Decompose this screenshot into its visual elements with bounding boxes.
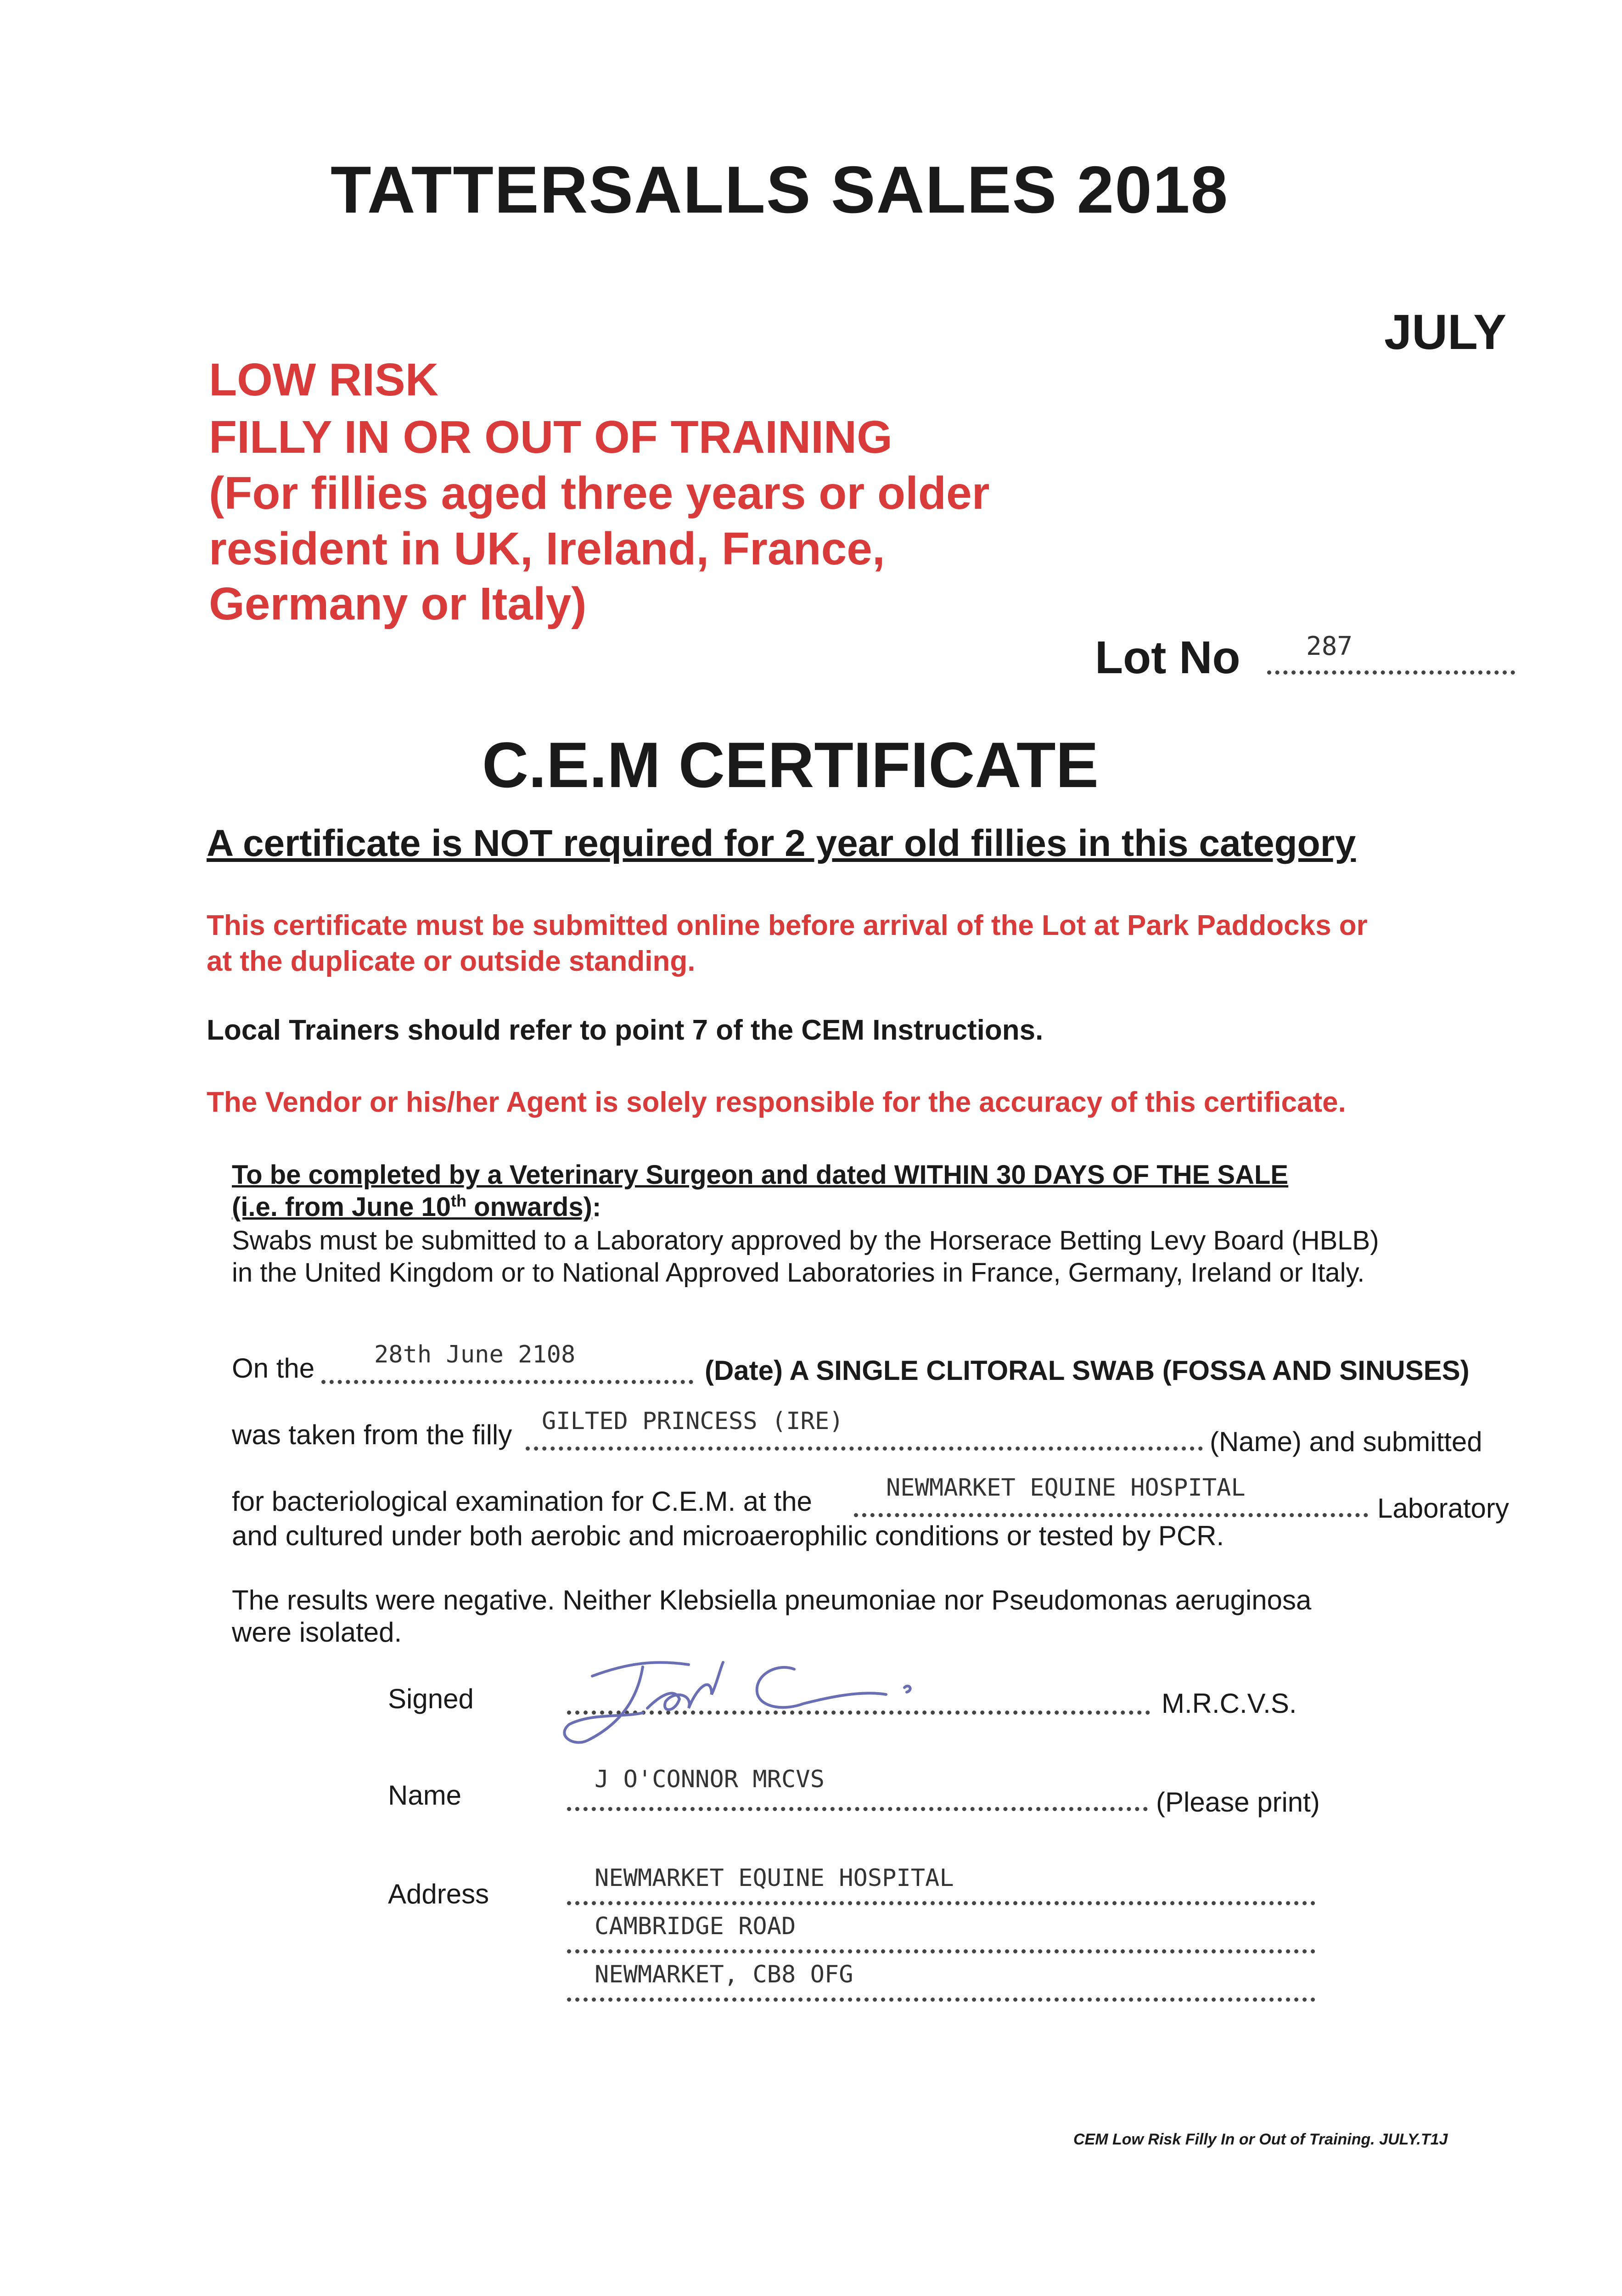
name-label: Name: [388, 1780, 462, 1811]
instructions-heading-line-1: To be completed by a Veterinary Surgeon and dated WITHIN 30 DAYS OF THE SALE: [232, 1160, 1289, 1190]
address-line-1-dots: [567, 1901, 1315, 1905]
heading-date-pre: (i.e. from June 10: [232, 1192, 451, 1222]
category-line-3: (For fillies aged three years or older: [209, 467, 990, 519]
name-suffix: (Name) and submitted: [1210, 1426, 1482, 1457]
laboratory-name: NEWMARKET EQUINE HOSPITAL: [886, 1474, 1246, 1502]
address-line-2: CAMBRIDGE ROAD: [595, 1913, 796, 1940]
swab-date: 28th June 2108: [374, 1341, 576, 1368]
category-line-4: resident in UK, Ireland, France,: [209, 523, 885, 574]
swabs-line-2: in the United Kingdom or to National Approved Laboratories in France, Germany, Ireland or Italy.: [232, 1258, 1365, 1288]
signature-scribble: [537, 1644, 950, 1754]
address-line-3-dots: [567, 1998, 1315, 2002]
category-line-1: LOW RISK: [209, 354, 438, 405]
not-required-notice: A certificate is NOT required for 2 year old fillies in this category: [207, 822, 1356, 864]
heading-date-text: [232, 1192, 592, 1222]
certificate-title: C.E.M CERTIFICATE: [482, 729, 1099, 801]
filly-name-dots: [526, 1446, 1203, 1451]
vet-name-dots: [567, 1807, 1148, 1811]
results-line-1: The results were negative. Neither Klebsiella pneumoniae nor Pseudomonas aeruginosa: [232, 1585, 1312, 1615]
filly-name: GILTED PRINCESS (IRE): [542, 1407, 844, 1435]
document-title: TATTERSALLS SALES 2018: [331, 152, 1229, 227]
sale-month: JULY: [1384, 304, 1507, 360]
footer-reference: CEM Low Risk Filly In or Out of Training. JULY.T1J: [1073, 2131, 1448, 2148]
date-dots: [321, 1380, 693, 1384]
results-line-2: were isolated.: [232, 1617, 402, 1648]
swabs-line-1: Swabs must be submitted to a Laboratory approved by the Horserace Betting Levy Board (HBLB): [232, 1226, 1379, 1255]
taken-from-label: was taken from the filly: [232, 1419, 512, 1450]
lot-number: 287: [1306, 631, 1353, 661]
laboratory-suffix: Laboratory: [1377, 1493, 1509, 1524]
cultured-line: and cultured under both aerobic and microaerophilic conditions or tested by PCR.: [232, 1520, 1224, 1551]
laboratory-dots: [854, 1513, 1368, 1517]
heading-colon: :: [592, 1192, 601, 1222]
signature-stroke-2: [757, 1667, 910, 1707]
lot-dots: [1267, 670, 1515, 675]
vet-name: J O'CONNOR MRCVS: [595, 1766, 825, 1793]
vendor-responsibility-notice: The Vendor or his/her Agent is solely responsible for the accuracy of this certificate.: [207, 1086, 1346, 1118]
date-suffix: (Date) A SINGLE CLITORAL SWAB (FOSSA AND SINUSES): [705, 1355, 1470, 1386]
heading-date-post: onwards): [466, 1192, 592, 1222]
category-line-5: Germany or Italy): [209, 578, 587, 630]
submit-notice-line-2: at the duplicate or outside standing.: [207, 945, 696, 977]
local-trainers-notice: Local Trainers should refer to point 7 of the CEM Instructions.: [207, 1014, 1044, 1046]
category-line-2: FILLY IN OR OUT OF TRAINING: [209, 411, 892, 463]
mrcvs-suffix: M.R.C.V.S.: [1162, 1688, 1297, 1719]
address-line-1: NEWMARKET EQUINE HOSPITAL: [595, 1864, 954, 1892]
signature-stroke-1: [564, 1662, 723, 1743]
on-the-label: On the: [232, 1353, 315, 1384]
heading-date-sup: th: [451, 1192, 467, 1210]
address-line-3: NEWMARKET, CB8 OFG: [595, 1961, 853, 1988]
instructions-heading-line-2: [232, 1192, 601, 1222]
address-line-2-dots: [567, 1949, 1315, 1953]
address-label: Address: [388, 1879, 489, 1909]
signed-label: Signed: [388, 1683, 474, 1714]
examination-label: for bacteriological examination for C.E.M. at the: [232, 1486, 812, 1517]
please-print-suffix: (Please print): [1156, 1787, 1320, 1818]
submit-notice-line-1: This certificate must be submitted online before arrival of the Lot at Park Paddocks or: [207, 910, 1368, 941]
lot-label: Lot No: [1095, 632, 1240, 683]
